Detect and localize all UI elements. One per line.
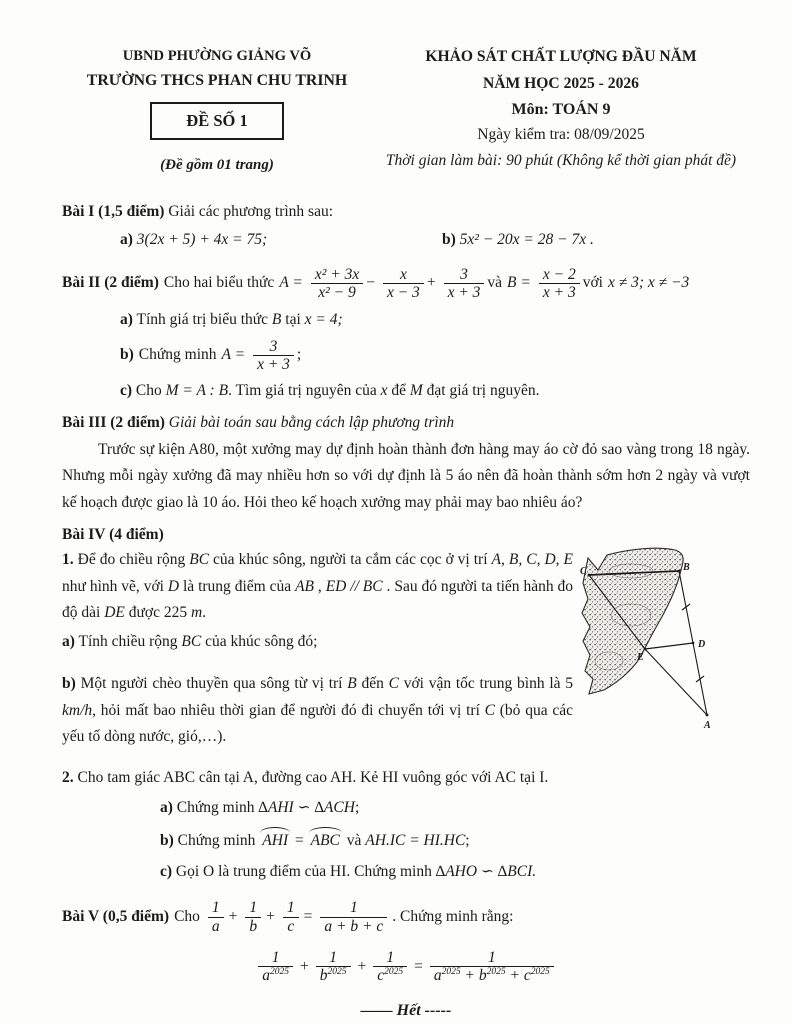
point-C [588, 574, 591, 577]
label-B: B [683, 561, 690, 573]
fraction-4: $\frac{x - 2}{x + 3}$ [539, 266, 580, 302]
problem-4-2-text: Cho tam giác ABC cân tại A, đường cao AH. Kẻ HI vuông góc với AC tại I. [77, 768, 549, 786]
expr-A-prefix: A = [279, 274, 303, 292]
header-right [372, 46, 750, 177]
op-equals: = [414, 957, 423, 975]
angle-hat-ABC: ABC [308, 827, 343, 852]
problem-4-2 [62, 767, 750, 789]
problem-4-2c-text: Gọi O là trung điểm của HI. Chứng minh [175, 862, 432, 880]
exam-date: Ngày kiểm tra: 08/09/2025 [477, 126, 645, 144]
p4-1-t14: . [202, 604, 207, 622]
fraction-2: $\frac{x}{x - 3}$ [383, 266, 424, 302]
problem-1b-equation: 5x² − 20x = 28 − 7x . [459, 231, 594, 249]
header [62, 46, 750, 177]
problem-3-body: Trước sự kiện A80, một xưởng may dự định hoàn thành đơn hàng may áo cờ đỏ sao vàng trong 18 ngày. Nhưng mỗi ngày xưởng đã may nhiều hơn so với dự định là 5 áo nên đã hoàn thành sớm hơn 2 ngày và vượt kế hoạch được giao là 10 áo. Hỏi theo kế hoạch xưởng may phải may bao nhiêu áo? [62, 440, 750, 511]
problem-1b-label: b) [442, 231, 456, 249]
problem-4-part1 [62, 547, 750, 751]
exam-number-box: ĐỀ SỐ 1 [150, 102, 283, 140]
label-A: A [704, 719, 711, 731]
problem-1-heading: Bài I (1,5 điểm) [62, 202, 165, 220]
frac-1-over-sum2025: $\frac{1}{a^{2025} + b^{2025} + c^{2025}}$ [430, 949, 554, 985]
problem-4-2b-end: ; [465, 832, 470, 850]
problem-4-2c-math: ∆AHO ∽ ∆BCI. [435, 862, 537, 880]
problem-2-heading: Bài II (2 điểm) [62, 274, 159, 292]
p4-b-t0: Một người chèo thuyền qua sông từ vị trí [80, 675, 348, 693]
p4-a-m1: BC [181, 632, 202, 650]
p4-1-t8: , [314, 577, 326, 595]
p4-a-t2: của khúc sông đó; [201, 632, 318, 650]
point-E [644, 648, 647, 651]
p4-1-m7: AB [295, 577, 314, 595]
problem-4-2b [160, 827, 750, 852]
and-word: và [487, 274, 503, 292]
p4-1-t0: Để đo chiều rộng [77, 550, 190, 568]
problem-3-intro: Giải bài toán sau bằng cách lập phương trình [168, 414, 455, 432]
section-problem-4 [62, 524, 750, 883]
p4-b-t8: (bỏ qua các yếu tố dòng nước, gió,…). [62, 701, 573, 746]
expr-B-prefix: B = [507, 274, 531, 292]
end-of-exam-mark: —— Hết ----- [360, 1001, 452, 1019]
problem-2a-text: Tính giá trị biểu thức [136, 311, 272, 329]
problem-4-2c-label: c) [160, 862, 173, 880]
section-problem-5 [62, 899, 750, 984]
fraction-1: $\frac{\text{x² + 3x}}{\text{x² − 9}}$ [311, 266, 363, 302]
p4-a-t0: Tính chiều rộng [78, 632, 182, 650]
frac-1-over-c: $\frac{1}{c}$ [283, 899, 299, 935]
problem-4-2b-and: và [346, 832, 362, 850]
problem-5-statement [62, 899, 750, 935]
operator-minus: − [366, 274, 375, 292]
p4-b-m7: C [484, 701, 495, 719]
problem-5-equation [62, 949, 750, 985]
problem-4-2b-equals: = [294, 832, 304, 850]
school-name: TRƯỜNG THCS PHAN CHU TRINH [86, 72, 348, 90]
p4-1-t4: như hình vẽ, với [62, 577, 168, 595]
p4-1-m3: A, B, C, D, E [491, 550, 574, 568]
section-problem-1 [62, 201, 750, 252]
problem-2b [120, 338, 750, 374]
section-problem-3 [62, 412, 750, 516]
problem-4-2b-label: b) [160, 832, 174, 850]
problem-4-1a-label: a) [62, 632, 75, 650]
problem-4-2b-math2: AH.IC = HI.HC [365, 832, 466, 850]
problem-4-2-label: 2. [62, 768, 74, 786]
problem-2-statement [62, 266, 750, 302]
exponent: 2025 [270, 967, 290, 978]
problem-2c-m1: M = A : B [165, 381, 229, 399]
p4-1-m9: ED // BC [325, 577, 383, 595]
problem-2c-t6: đạt giá trị nguyên. [422, 381, 540, 399]
operator-plus: + [426, 274, 436, 292]
point-B [678, 570, 681, 573]
p4-1-m1: BC [189, 550, 210, 568]
problem-4-1b-label: b) [62, 675, 76, 693]
problem-2b-math-prefix: A = [221, 346, 246, 364]
point-A [706, 714, 709, 717]
p4-b-t4: với vận tốc trung bình là 5 [398, 675, 574, 693]
problem-1-intro: Giải các phương trình sau: [168, 202, 334, 220]
problem-2a-math1: B [271, 311, 282, 329]
exam-duration: Thời gian làm bài: 90 phút (Không kể thời gian phát đề) [385, 151, 737, 169]
problem-2a-math2: x = 4; [304, 311, 343, 329]
problem-2c-m5: M [409, 381, 423, 399]
section-problem-2 [62, 266, 750, 402]
frac-1-over-a: $\frac{1}{a}$ [208, 899, 224, 935]
point-D [692, 642, 695, 645]
problem-2a [120, 309, 750, 331]
p4-1-m13: m [190, 604, 203, 622]
p4-b-m5: km/h [62, 701, 93, 719]
label-C: C [580, 565, 587, 577]
angle-hat-AHI: AHI [259, 827, 291, 852]
river-survey-figure [579, 543, 784, 735]
segment-ED [645, 643, 693, 649]
problem-2c-label: c) [120, 381, 133, 399]
fraction-3: $\frac{3}{x + 3}$ [444, 266, 485, 302]
p4-1-t10: . Sau đó người ta tiến hành đo độ dài [62, 577, 574, 622]
problem-2b-label: b) [120, 346, 134, 364]
p4-1-m5: D [167, 577, 180, 595]
problem-2-intro: Cho hai biểu thức [163, 274, 275, 292]
p4-1-t2: của khúc sông, người ta cắm các cọc ở vị trí [209, 550, 492, 568]
problem-1b [442, 229, 594, 251]
problem-3-heading: Bài III (2 điểm) [62, 414, 165, 432]
exponent: 2025 [486, 967, 506, 978]
op-plus: + [357, 957, 367, 975]
p4-1-m11: DE [104, 604, 125, 622]
p4-b-m1: B [347, 675, 357, 693]
problem-2b-fraction: $\frac{3}{x + 3}$ [253, 338, 294, 374]
problem-2c [120, 380, 750, 402]
problem-1a-label: a) [120, 231, 133, 249]
subject: Môn: TOÁN 9 [511, 101, 611, 119]
pages-note: (Đề gồm 01 trang) [160, 156, 274, 173]
problem-4-heading: Bài IV (4 điểm) [62, 526, 164, 544]
problem-2c-t2: . Tìm giá trị nguyên của [228, 381, 381, 399]
problem-1-heading-line [62, 201, 750, 223]
exponent: 2025 [327, 967, 347, 978]
label-E: E [637, 651, 644, 663]
problem-1-equations [62, 229, 750, 251]
problem-4-2a-math: ∆AHI ∽ ∆ACH [258, 799, 355, 816]
segment-EA [645, 649, 707, 715]
exponent: 2025 [530, 967, 550, 978]
problem-4-2a-label: a) [160, 799, 173, 816]
op-plus: + [228, 908, 238, 926]
problem-2b-text: Chứng minh [138, 346, 217, 364]
frac-1-over-b: $\frac{1}{b}$ [245, 899, 261, 935]
frac-1-over-sum: $\frac{1}{a + b + c}$ [320, 899, 387, 935]
condition-pre: với [582, 274, 603, 292]
organization-name: UBND PHƯỜNG GIẢNG VÕ [122, 48, 312, 64]
condition-math: x ≠ 3; x ≠ −3 [607, 274, 690, 292]
label-D: D [698, 638, 706, 650]
op-plus: + [300, 957, 309, 975]
p4-b-m3: C [388, 675, 399, 693]
exam-number-box-wrap [62, 93, 372, 140]
problem-5-heading: Bài V (0,5 điểm) [62, 908, 170, 926]
problem-3-heading-line [62, 412, 750, 434]
exponent: 2025 [441, 967, 461, 978]
op-plus: + [266, 908, 275, 926]
frac-1-over-a2025: $\frac{1}{a^{2025}}$ [258, 949, 293, 985]
problem-4-2b-text: Chứng minh [177, 832, 256, 850]
problem-2c-t4: để [387, 381, 410, 399]
problem-4-1-label: 1. [62, 550, 74, 568]
problem-5-pre: Cho [174, 908, 200, 926]
problem-2c-t0: Cho [135, 381, 166, 399]
frac-1-over-c2025: $\frac{1}{c^{2025}}$ [373, 949, 407, 985]
exponent: 2025 [384, 967, 404, 978]
problem-2a-label: a) [120, 311, 133, 329]
p4-1-t6: là trung điểm của [179, 577, 296, 595]
p4-b-t2: đến [356, 675, 389, 693]
p4-b-t6: , hỏi mất bao nhiêu thời gian để người đó đi chuyển tới vị trí [92, 701, 485, 719]
problem-2b-end: ; [296, 346, 302, 364]
problem-4-2a-end: ; [354, 799, 360, 816]
problem-4-2c [160, 861, 750, 883]
problem-1a-equation: 3(2x + 5) + 4x = 75; [136, 231, 268, 249]
exam-title-line1: KHẢO SÁT CHẤT LƯỢNG ĐẦU NĂM [425, 48, 697, 65]
exam-title-line2: NĂM HỌC 2025 - 2026 [483, 74, 639, 92]
problem-5-post: . Chứng minh rằng: [392, 908, 514, 926]
problem-2a-text2: tại [281, 311, 305, 329]
frac-1-over-b2025: $\frac{1}{b^{2025}}$ [316, 949, 351, 985]
op-equals: = [303, 908, 313, 926]
p4-1-t12: được 225 [124, 604, 191, 622]
problem-1a [120, 229, 442, 251]
problem-2c-m3: x [380, 381, 388, 399]
river-region [582, 548, 683, 694]
header-left [62, 46, 372, 177]
problem-4-2a-text: Chứng minh [176, 799, 255, 816]
problem-4-2a [160, 797, 750, 819]
